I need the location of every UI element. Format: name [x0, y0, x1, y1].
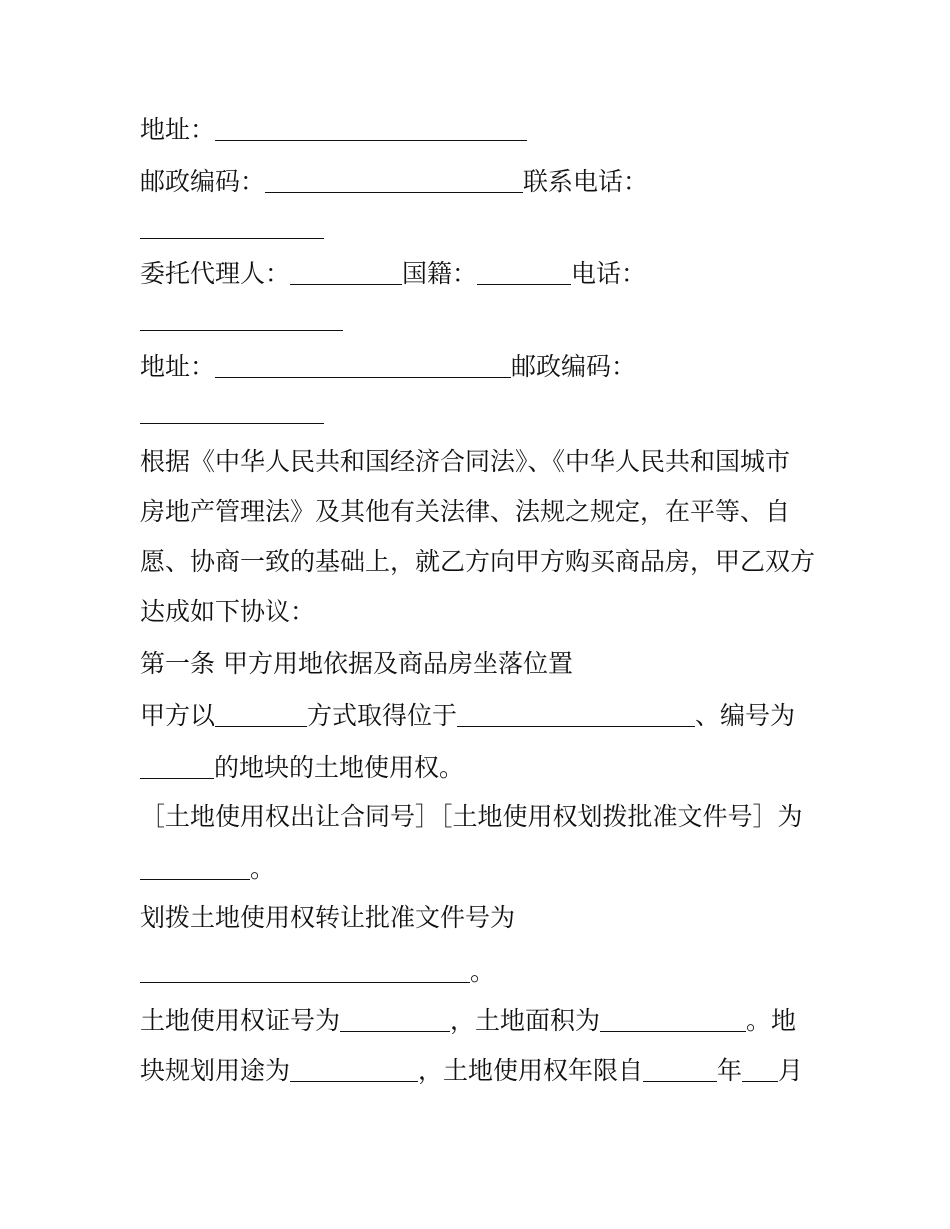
land-certificate-line: 土地使用权证号为 ，土地面积为 。地 — [140, 1006, 797, 1035]
preamble-line-3: 愿、协商一致的基础上，就乙方向甲方购买商品房，甲乙双方 — [140, 547, 816, 576]
agent-phone-blank-line — [140, 304, 830, 336]
postal-code-blank[interactable] — [265, 168, 523, 193]
preamble-line-2: 房地产管理法》及其他有关法律、法规之规定，在平等、自 — [140, 497, 791, 526]
agent-address-line: 地址： 邮政编码： — [140, 352, 637, 381]
planned-use-blank[interactable] — [290, 1057, 418, 1082]
agent-address-blank[interactable] — [215, 353, 511, 378]
transfer-approval-blank-line: 。 — [140, 956, 830, 988]
agent-name-blank[interactable] — [290, 260, 402, 285]
nationality-blank[interactable] — [477, 260, 571, 285]
contract-number-blank[interactable] — [140, 855, 250, 880]
agent-postal-blank[interactable] — [140, 399, 324, 424]
land-acquisition-line: 甲方以 方式取得位于 、编号为 — [140, 701, 796, 730]
phone-blank-line — [140, 212, 830, 244]
land-use-term-line: 块规划用途为 ，土地使用权年限自 年 月 — [140, 1056, 804, 1085]
parcel-number-line: 的地块的土地使用权。 — [140, 752, 830, 784]
parcel-number-blank[interactable] — [140, 754, 214, 779]
contract-number-blank-line: 。 — [140, 853, 830, 885]
article-one-heading: 第一条 甲方用地依据及商品房坐落位置 — [140, 649, 573, 678]
phone-blank[interactable] — [140, 214, 324, 239]
postal-phone-line: 邮政编码： 联系电话： — [140, 167, 649, 196]
start-month-blank[interactable] — [742, 1057, 778, 1082]
certificate-number-blank[interactable] — [340, 1007, 450, 1032]
transfer-approval-blank[interactable] — [140, 958, 470, 983]
agent-line: 委托代理人： 国籍： 电话： — [140, 259, 647, 288]
transfer-approval-line: 划拨土地使用权转让批准文件号为 — [140, 903, 516, 932]
location-blank[interactable] — [457, 702, 695, 727]
land-area-blank[interactable] — [600, 1007, 746, 1032]
preamble-line-1: 根据《中华人民共和国经济合同法》、《中华人民共和国城市 — [140, 447, 791, 476]
start-year-blank[interactable] — [643, 1057, 717, 1082]
party-address-line: 地址： — [140, 114, 830, 146]
agent-phone-blank[interactable] — [140, 306, 343, 331]
preamble-line-4: 达成如下协议： — [140, 597, 316, 626]
contract-number-line: ［土地使用权出让合同号］［土地使用权划拨批准文件号］为 — [140, 802, 803, 831]
acquisition-method-blank[interactable] — [215, 702, 307, 727]
agent-postal-blank-line — [140, 397, 830, 429]
address-blank[interactable] — [215, 116, 527, 141]
